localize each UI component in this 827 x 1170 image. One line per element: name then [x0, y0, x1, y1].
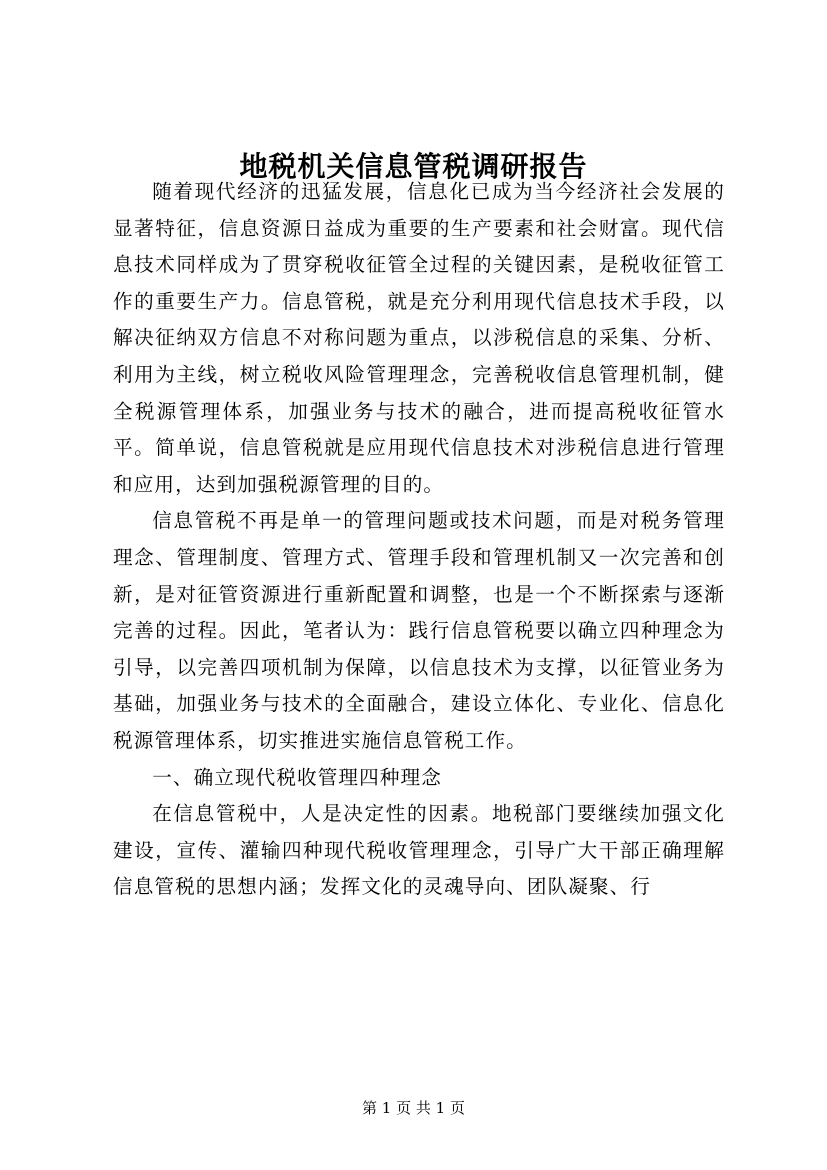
paragraph-intro: 随着现代经济的迅猛发展，信息化已成为当今经济社会发展的显著特征，信息资源日益成为重要的生产要素和社会财富。现代信息技术同样成为了贯穿税收征管全过程的关键因素，是税收征管工作的重要生产力。信息管税，就是充分利用现代信息技术手段，以解决征纳双方信息不对称问题为重点，以涉税信息的采集、分析、利用为主线，树立税收风险管理理念，完善税收信息管理机制，健全税源管理体系，加强业务与技术的融合，进而提高税收征管水平。简单说，信息管税就是应用现代信息技术对涉税信息进行管理和应用，达到加强税源管理的目的。: [113, 180, 725, 496]
section-heading-1: 一、确立现代税收管理四种理念: [152, 765, 442, 789]
document-body: [113, 174, 725, 906]
page-footer: 第 1 页 共 1 页: [362, 1099, 465, 1117]
document-title: 地税机关信息管税调研报告: [239, 150, 588, 183]
paragraph-overview: 信息管税不再是单一的管理问题或技术问题，而是对税务管理理念、管理制度、管理方式、管理手段和管理机制又一次完善和创新，是对征管资源进行重新配置和调整，也是一个不断探索与逐渐完善的过程。因此，笔者认为：践行信息管税要以确立四种理念为引导，以完善四项机制为保障，以信息技术为支撑，以征管业务为基础，加强业务与技术的全面融合，建设立体化、专业化、信息化税源管理体系，切实推进实施信息管税工作。: [113, 509, 725, 752]
paragraph-section-1: 在信息管税中，人是决定性的因素。地税部门要继续加强文化建设，宣传、灌输四种现代税收管理理念，引导广大干部正确理解信息管税的思想内涵；发挥文化的灵魂导向、团队凝聚、行: [113, 802, 725, 899]
